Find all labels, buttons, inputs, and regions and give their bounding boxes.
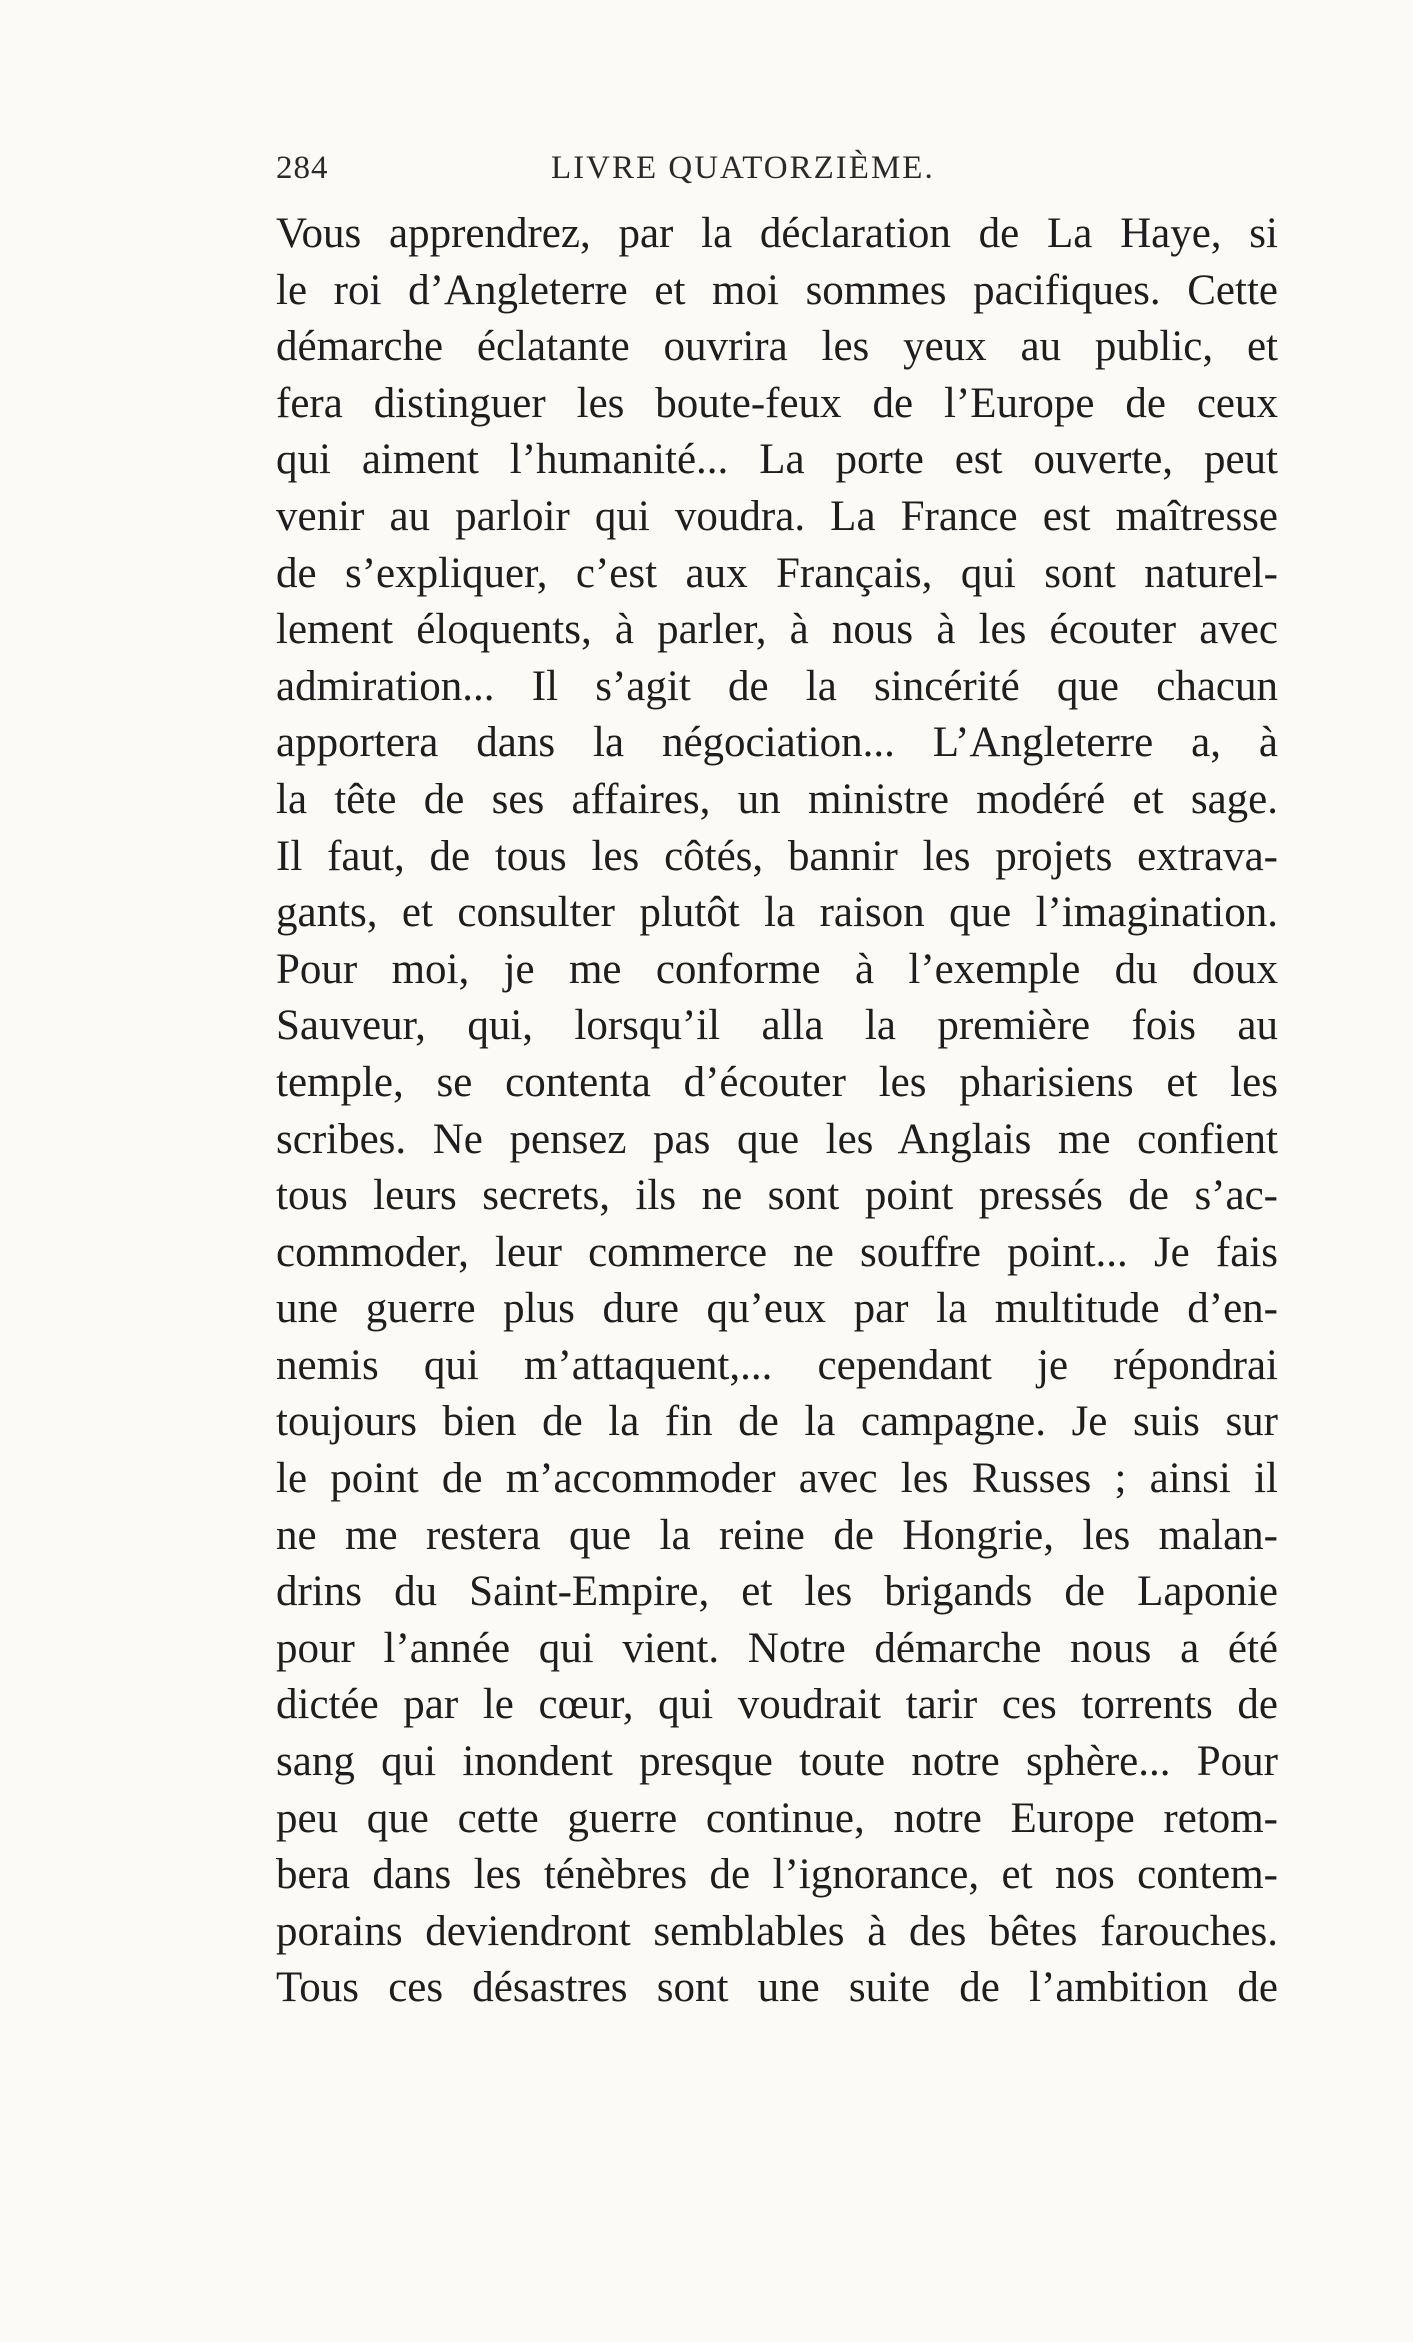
text-line: apportera dans la négociation... L’Angleterre a, à — [276, 719, 1278, 767]
text-line: venir au parloir qui voudra. La France est maîtresse — [276, 492, 1278, 540]
text-line: Il faut, de tous les côtés, bannir les projets extrava- — [276, 832, 1278, 880]
page-number: 284 — [276, 150, 329, 186]
text-line: bera dans les ténèbres de l’ignorance, et nos contem- — [276, 1851, 1278, 1899]
text-line: une guerre plus dure qu’eux par la multitude d’en- — [276, 1285, 1278, 1333]
text-line: commoder, leur commerce ne souffre point... Je fais — [276, 1228, 1278, 1276]
text-line: nemis qui m’attaquent,... cependant je répondrai — [276, 1341, 1278, 1389]
text-line: Pour moi, je me conforme à l’exemple du doux — [276, 945, 1278, 993]
text-line: de s’expliquer, c’est aux Français, qui sont naturel- — [276, 549, 1278, 597]
text-line: Tous ces désastres sont une suite de l’ambition de — [276, 1964, 1278, 2012]
text-line: le point de m’accommoder avec les Russes ; ainsi il — [276, 1455, 1278, 1503]
text-line: fera distinguer les boute-feux de l’Europe de ceux — [276, 379, 1278, 427]
text-line: sang qui inondent presque toute notre sphère... Pour — [276, 1738, 1278, 1786]
text-line: porains deviendront semblables à des bêtes farouches. — [276, 1907, 1278, 1955]
text-line: lement éloquents, à parler, à nous à les écouter avec — [276, 606, 1278, 654]
text-line: toujours bien de la fin de la campagne. Je suis sur — [276, 1398, 1278, 1446]
body-text — [276, 206, 1278, 2017]
text-line: temple, se contenta d’écouter les pharisiens et les — [276, 1058, 1278, 1106]
running-title: LIVRE QUATORZIÈME. — [551, 150, 935, 186]
text-line: qui aiment l’humanité... La porte est ouverte, peut — [276, 436, 1278, 484]
text-line: ne me restera que la reine de Hongrie, les malan- — [276, 1511, 1278, 1559]
text-line: Sauveur, qui, lorsqu’il alla la première fois au — [276, 1002, 1278, 1050]
text-line: drins du Saint-Empire, et les brigands de Laponie — [276, 1568, 1278, 1616]
text-line: peu que cette guerre continue, notre Europe retom- — [276, 1794, 1278, 1842]
text-line: admiration... Il s’agit de la sincérité que chacun — [276, 662, 1278, 710]
text-line: Vous apprendrez, par la déclaration de La Haye, si — [276, 210, 1278, 257]
text-line: démarche éclatante ouvrira les yeux au public, et — [276, 323, 1278, 371]
running-head — [276, 150, 1278, 200]
text-line: le roi d’Angleterre et moi sommes pacifiques. Cette — [276, 266, 1278, 314]
text-line: tous leurs secrets, ils ne sont point pressés de s’ac- — [276, 1172, 1278, 1220]
text-line: scribes. Ne pensez pas que les Anglais me confient — [276, 1115, 1278, 1163]
text-line: pour l’année qui vient. Notre démarche nous a été — [276, 1624, 1278, 1672]
text-line: gants, et consulter plutôt la raison que l’imagination. — [276, 889, 1278, 937]
text-line: la tête de ses affaires, un ministre modéré et sage. — [276, 775, 1278, 823]
text-line: dictée par le cœur, qui voudrait tarir ces torrents de — [276, 1681, 1278, 1729]
